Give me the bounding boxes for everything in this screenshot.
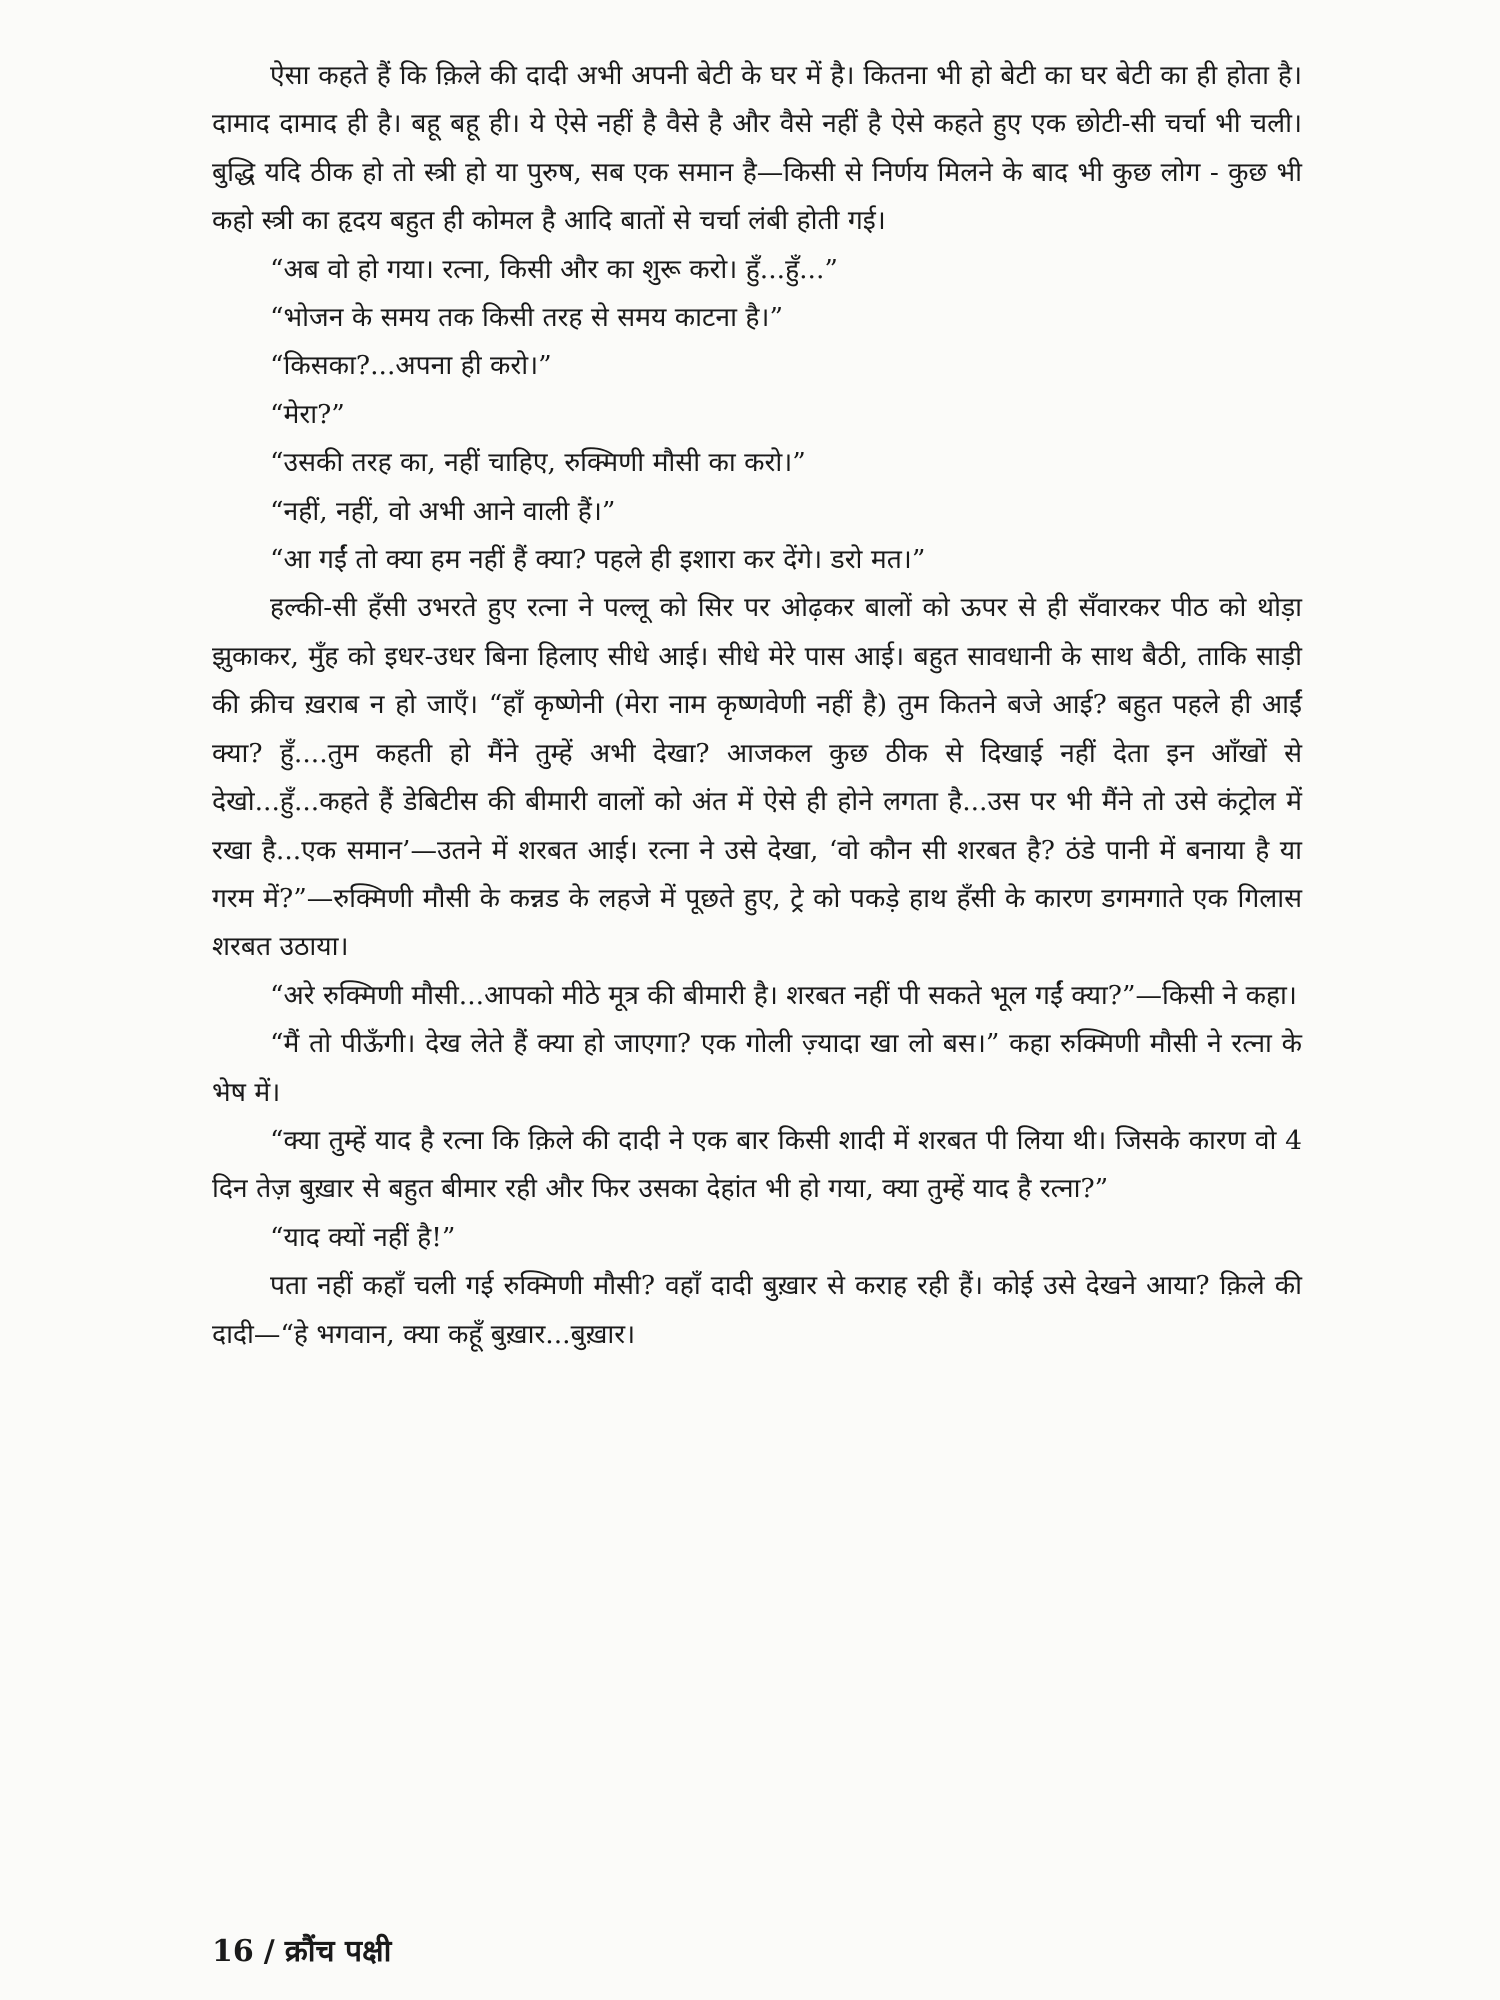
paragraph: “अरे रुक्मिणी मौसी...आपको मीठे मूत्र की बीमारी है। शरबत नहीं पी सकते भूल गईं क्या?”—किसी ने कहा। [270, 979, 1297, 1011]
paragraph: “अब वो हो गया। रत्ना, किसी और का शुरू करो। हुँ...हुँ...” [270, 253, 838, 285]
page-number: 16 [212, 1934, 254, 1969]
paragraph: पता नहीं कहाँ चली गई रुक्मिणी मौसी? वहाँ दादी बुख़ार से कराह रही हैं। कोई उसे देखने आया? क़िले की दादी—“हे भगवान, क्या कहूँ बुख़ार...बुख़ार। [212, 1270, 1302, 1350]
paragraph: “मेरा?” [270, 398, 345, 430]
body-text [212, 52, 1302, 1359]
paragraph: ऐसा कहते हैं कि क़िले की दादी अभी अपनी बेटी के घर में है। कितना भी हो बेटी का घर बेटी का ही होता है। दामाद दामाद ही है। बहू बहू ही। ये ऐसे नहीं है वैसे है और वैसे नहीं है ऐसे कहते हुए एक छोटी-सी चर्चा भी चली। बुद्धि यदि ठीक हो तो स्त्री हो या पुरुष, सब एक समान है—किसी से निर्णय मिलने के बाद भी कुछ लोग - कुछ भी कहो स्त्री का हृदय बहुत ही कोमल है आदि बातों से चर्चा लंबी होती गई। [212, 60, 1302, 237]
paragraph: “उसकी तरह का, नहीं चाहिए, रुक्मिणी मौसी का करो।” [270, 447, 806, 479]
paragraph: “क्या तुम्हें याद है रत्ना कि क़िले की दादी ने एक बार किसी शादी में शरबत पी लिया थी। जिसके कारण वो 4 दिन तेज़ बुख़ार से बहुत बीमार रही और फिर उसका देहांत भी हो गया, क्या तुम्हें याद है रत्ना?” [212, 1124, 1302, 1205]
paragraph: हल्की-सी हँसी उभरते हुए रत्ना ने पल्लू को सिर पर ओढ़कर बालों को ऊपर से ही सँवारकर पीठ को थोड़ा झुकाकर, मुँह को इधर-उधर बिना हिलाए सीधे आई। सीधे मेरे पास आई। बहुत सावधानी के साथ बैठी, ताकि साड़ी की क्रीच ख़राब न हो जाएँ। “हाँ कृष्णेनी (मेरा नाम कृष्णवेणी नहीं है) तुम कितने बजे आई? बहुत पहले ही आईं क्या? हुँ....तुम कहती हो मैंने तुम्हें अभी देखा? आजकल कुछ ठीक से दिखाई नहीं देता इन आँखों से देखो...हुँ...कहते हैं डेबिटीस की बीमारी वालों को अंत में ऐसे ही होने लगता है...उस पर भी मैंने तो उसे कंट्रोल में रखा है...एक समान’—उतने में शरबत आई। रत्ना ने उसे देखा, ‘वो कौन सी शरबत है? ठंडे पानी में बनाया है या गरम में?”—रुक्मिणी मौसी के कन्नड के लहजे में पूछते हुए, ट्रे को पकड़े हाथ हँसी के कारण डगमगाते एक गिलास शरबत उठाया। [212, 592, 1302, 963]
paragraph: “किसका?...अपना ही करो।” [270, 350, 552, 382]
paragraph: “मैं तो पीऊँगी। देख लेते हैं क्या हो जाएगा? एक गोली ज़्यादा खा लो बस।” कहा रुक्मिणी मौसी ने रत्ना के भेष में। [212, 1028, 1302, 1108]
page-footer [212, 1932, 391, 1972]
paragraph: “नहीं, नहीं, वो अभी आने वाली हैं।” [270, 495, 616, 527]
paragraph: “याद क्यों नहीं है!” [270, 1221, 456, 1253]
footer-separator: / [263, 1934, 275, 1969]
book-title: क्रौंच पक्षी [284, 1934, 392, 1969]
paragraph: “भोजन के समय तक किसी तरह से समय काटना है।” [270, 302, 784, 334]
paragraph: “आ गईं तो क्या हम नहीं हैं क्या? पहले ही इशारा कर देंगे। डरो मत।” [270, 544, 926, 576]
